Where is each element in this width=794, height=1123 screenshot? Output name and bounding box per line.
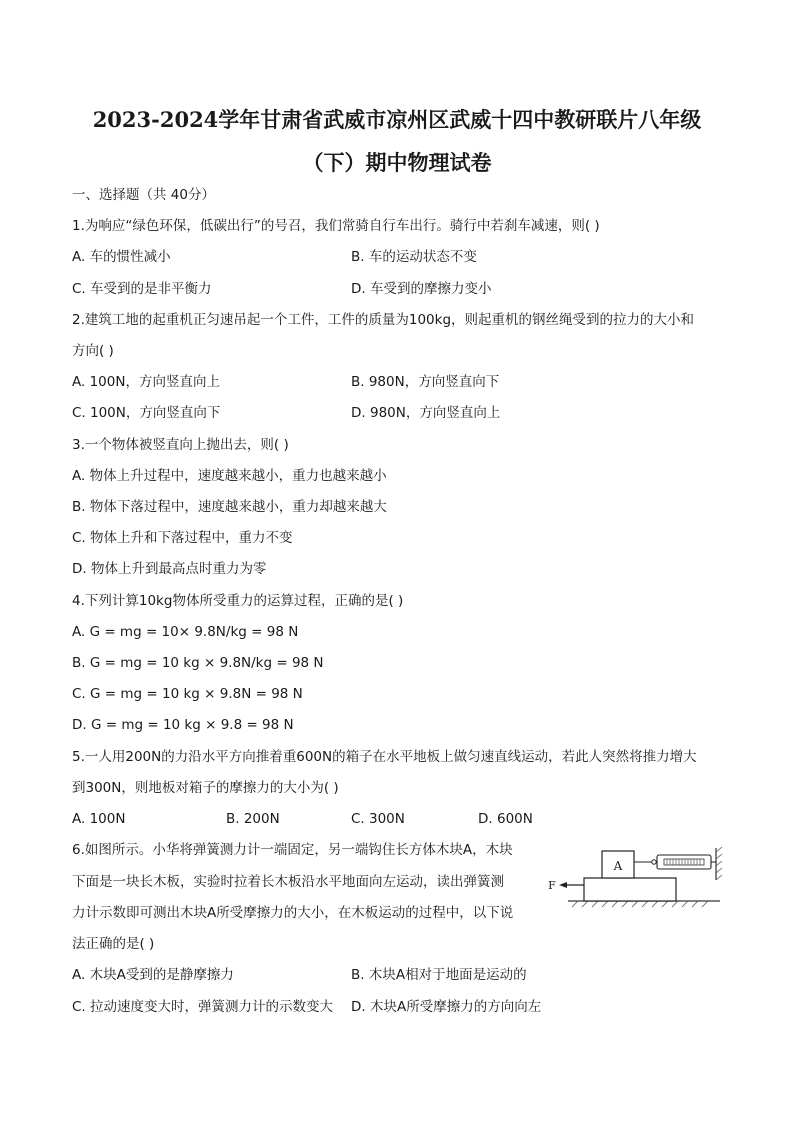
q2-option-a: A. 100N，方向竖直向上: [72, 374, 220, 390]
block-a-label: A: [613, 859, 623, 873]
q1-option-c: C. 车受到的是非平衡力: [72, 281, 212, 297]
ground-hatch: [572, 901, 708, 907]
question-2-stem-line2: 方向( ): [72, 343, 114, 359]
q6-option-b: B. 木块A相对于地面是运动的: [351, 967, 527, 983]
q1-option-d: D. 车受到的摩擦力变小: [351, 281, 492, 297]
exam-title-line2: （下）期中物理试卷: [302, 150, 492, 175]
q4-option-d: D. G = mg = 10 kg × 9.8 = 98 N: [72, 717, 294, 733]
q5-option-c: C. 300N: [351, 811, 405, 827]
q3-option-a: A. 物体上升过程中，速度越来越小，重力也越来越小: [72, 468, 387, 484]
question-4-stem: 4.下列计算10kg物体所受重力的运算过程，正确的是( ): [72, 593, 404, 609]
question-5-stem-line1: 5.一人用200N的力沿水平方向推着重600N的箱子在水平地板上做匀速直线运动，若此人突然将推力增大: [72, 749, 697, 765]
q2-option-b: B. 980N，方向竖直向下: [351, 374, 500, 390]
q5-option-d: D. 600N: [478, 811, 533, 827]
hook-ring: [652, 860, 656, 864]
question-6-stem-line2: 下面是一块长木板，实验时拉着长木板沿水平地面向左运动，读出弹簧测: [72, 874, 504, 890]
q5-option-a: A. 100N: [72, 811, 126, 827]
long-board: [584, 878, 676, 901]
q2-option-d: D. 980N，方向竖直向上: [351, 405, 501, 421]
force-arrow-head: [559, 882, 567, 888]
q4-option-c: C. G = mg = 10 kg × 9.8N = 98 N: [72, 686, 303, 702]
q3-option-b: B. 物体下落过程中，速度越来越小，重力却越来越大: [72, 499, 387, 515]
q2-option-c: C. 100N，方向竖直向下: [72, 405, 221, 421]
force-label: F: [548, 879, 556, 892]
section-heading: 一、选择题（共 40分）: [72, 187, 215, 203]
question-6-stem-line3: 力计示数即可测出木块A所受摩擦力的大小，在木板运动的过程中，以下说: [72, 905, 514, 921]
q3-option-c: C. 物体上升和下落过程中，重力不变: [72, 530, 293, 546]
question-5-stem-line2: 到300N，则地板对箱子的摩擦力的大小为( ): [72, 780, 339, 796]
question-6-stem-line4: 法正确的是( ): [72, 936, 155, 952]
q6-option-c: C. 拉动速度变大时，弹簧测力计的示数变大: [72, 999, 334, 1015]
q4-option-a: A. G = mg = 10× 9.8N/kg = 98 N: [72, 624, 299, 640]
q6-option-a: A. 木块A受到的是静摩擦力: [72, 967, 234, 983]
question-1-stem: 1.为响应“绿色环保，低碳出行”的号召，我们常骑自行车出行。骑行中若刹车减速，则( ): [72, 218, 600, 234]
question-6-stem-line1: 6.如图所示。小华将弹簧测力计一端固定，另一端钩住长方体木块A，木块: [72, 842, 513, 858]
q1-option-a: A. 车的惯性减小: [72, 249, 171, 265]
question-2-stem-line1: 2.建筑工地的起重机正匀速吊起一个工件，工件的质量为100kg，则起重机的钢丝绳受到的拉力的大小和: [72, 312, 695, 328]
q4-option-b: B. G = mg = 10 kg × 9.8N/kg = 98 N: [72, 655, 324, 671]
wall-hatch: [716, 847, 722, 880]
q6-option-d: D. 木块A所受摩擦力的方向向左: [351, 999, 542, 1015]
question-3-stem: 3.一个物体被竖直向上抛出去，则( ): [72, 437, 289, 453]
q1-option-b: B. 车的运动状态不变: [351, 249, 477, 265]
q5-option-b: B. 200N: [226, 811, 280, 827]
exam-title-line1: 2023-2024学年甘肃省武威市凉州区武威十四中教研联片八年级: [92, 107, 702, 132]
spring-scale-diagram: [540, 840, 730, 912]
q3-option-d: D. 物体上升到最高点时重力为零: [72, 561, 267, 577]
